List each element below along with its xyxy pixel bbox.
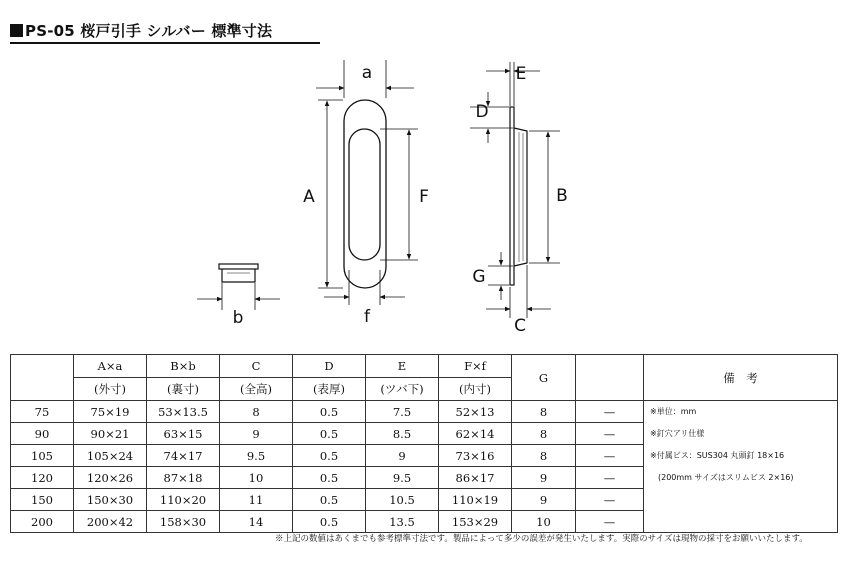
cell-G: 8 (512, 445, 576, 467)
label-f: f (364, 307, 370, 327)
cell-Aa: 75×19 (74, 401, 147, 423)
cell-G: 8 (512, 401, 576, 423)
cell-C: 9 (220, 423, 293, 445)
cell-D: 0.5 (293, 511, 366, 533)
dim-B (529, 131, 568, 263)
cell-dash: — (576, 445, 644, 467)
table-row (11, 401, 838, 423)
handle-inner-recess (349, 129, 380, 260)
cell-D: 0.5 (293, 401, 366, 423)
cell-E: 10.5 (366, 489, 439, 511)
side-view (510, 107, 527, 285)
note-screws: ※付属ビス：SUS304 丸頭釘 18×16 (644, 445, 838, 467)
header-Bb: B×b (147, 355, 220, 378)
header-Bb-sub: (裏寸) (147, 378, 220, 401)
header-D: D (293, 355, 366, 378)
cell-size: 75 (11, 401, 74, 423)
header-C-sub: (全高) (220, 378, 293, 401)
dim-C (486, 265, 551, 336)
dim-F (380, 129, 429, 260)
label-B: B (556, 186, 568, 206)
footnote: ※上記の数値はあくまでも参考標準寸法です。製品によって多少の誤差が発生いたします。実際のサイズは現物の採寸をお願いいたします。 (275, 534, 808, 544)
cell-D: 0.5 (293, 467, 366, 489)
cell-Aa: 90×21 (74, 423, 147, 445)
spec-table (10, 354, 838, 533)
dim-G (472, 252, 513, 300)
cell-Ff: 62×14 (439, 423, 512, 445)
note-unit: ※単位：mm (644, 401, 838, 423)
label-A: A (303, 187, 315, 207)
label-b: b (232, 308, 244, 328)
cell-size: 90 (11, 423, 74, 445)
table-row (11, 489, 838, 511)
header-G: G (512, 355, 576, 401)
cell-Bb: 63×15 (147, 423, 220, 445)
cell-Aa: 150×30 (74, 489, 147, 511)
cell-C: 9.5 (220, 445, 293, 467)
cell-dash: — (576, 423, 644, 445)
cell-E: 13.5 (366, 511, 439, 533)
cell-G: 8 (512, 423, 576, 445)
cell-Aa: 200×42 (74, 511, 147, 533)
dim-E (486, 62, 540, 106)
table-row (11, 511, 838, 533)
cell-Bb: 158×30 (147, 511, 220, 533)
cell-E: 9.5 (366, 467, 439, 489)
cell-Aa: 105×24 (74, 445, 147, 467)
cell-size: 105 (11, 445, 74, 467)
cell-C: 10 (220, 467, 293, 489)
end-view (219, 264, 258, 282)
dim-A (303, 100, 343, 288)
label-C: C (514, 316, 526, 336)
note-empty (644, 511, 838, 533)
cell-D: 0.5 (293, 423, 366, 445)
cell-D: 0.5 (293, 445, 366, 467)
cell-size: 120 (11, 467, 74, 489)
cell-dash: — (576, 511, 644, 533)
header-C: C (220, 355, 293, 378)
cell-Bb: 74×17 (147, 445, 220, 467)
header-blank (576, 355, 644, 401)
cell-Ff: 52×13 (439, 401, 512, 423)
title-text: PS-05 桜戸引手 シルバー 標準寸法 (25, 21, 273, 40)
header-E-sub: (ツバ下) (366, 378, 439, 401)
label-a: a (361, 63, 373, 83)
cell-dash: — (576, 467, 644, 489)
header-size-cell (11, 355, 74, 401)
cell-D: 0.5 (293, 489, 366, 511)
table-row (11, 467, 838, 489)
cell-E: 8.5 (366, 423, 439, 445)
dim-a (316, 60, 414, 98)
cell-dash: — (576, 401, 644, 423)
dim-f (324, 270, 405, 327)
cell-Bb: 110×20 (147, 489, 220, 511)
label-F: F (419, 187, 429, 207)
header-Aa-sub: (外寸) (74, 378, 147, 401)
front-view (344, 100, 386, 288)
header-Ff: F×f (439, 355, 512, 378)
table-row (11, 445, 838, 467)
header-D-sub: (表厚) (293, 378, 366, 401)
cell-Bb: 53×13.5 (147, 401, 220, 423)
cell-G: 10 (512, 511, 576, 533)
cell-Ff: 86×17 (439, 467, 512, 489)
cell-C: 11 (220, 489, 293, 511)
cell-size: 150 (11, 489, 74, 511)
dim-D (470, 92, 513, 143)
header-Ff-sub: (内寸) (439, 378, 512, 401)
cell-Aa: 120×26 (74, 467, 147, 489)
table-row (11, 423, 838, 445)
header-E: E (366, 355, 439, 378)
table-header-row-1 (11, 355, 838, 378)
cell-E: 9 (366, 445, 439, 467)
cell-size: 200 (11, 511, 74, 533)
cell-G: 9 (512, 467, 576, 489)
note-200mm-screws: (200mm サイズはスリムビス 2×16) (644, 467, 838, 489)
cell-Bb: 87×18 (147, 467, 220, 489)
cell-dash: — (576, 489, 644, 511)
dim-b (197, 283, 280, 328)
header-remarks: 備 考 (644, 355, 838, 401)
cell-Ff: 73×16 (439, 445, 512, 467)
cell-Ff: 153×29 (439, 511, 512, 533)
note-nail-hole: ※釘穴アリ仕様 (644, 423, 838, 445)
note-empty (644, 489, 838, 511)
cell-E: 7.5 (366, 401, 439, 423)
label-D: D (475, 102, 489, 122)
label-E: E (515, 64, 527, 84)
cell-G: 9 (512, 489, 576, 511)
cell-C: 14 (220, 511, 293, 533)
header-Aa: A×a (74, 355, 147, 378)
cell-C: 8 (220, 401, 293, 423)
cell-Ff: 110×19 (439, 489, 512, 511)
label-G: G (472, 267, 486, 287)
